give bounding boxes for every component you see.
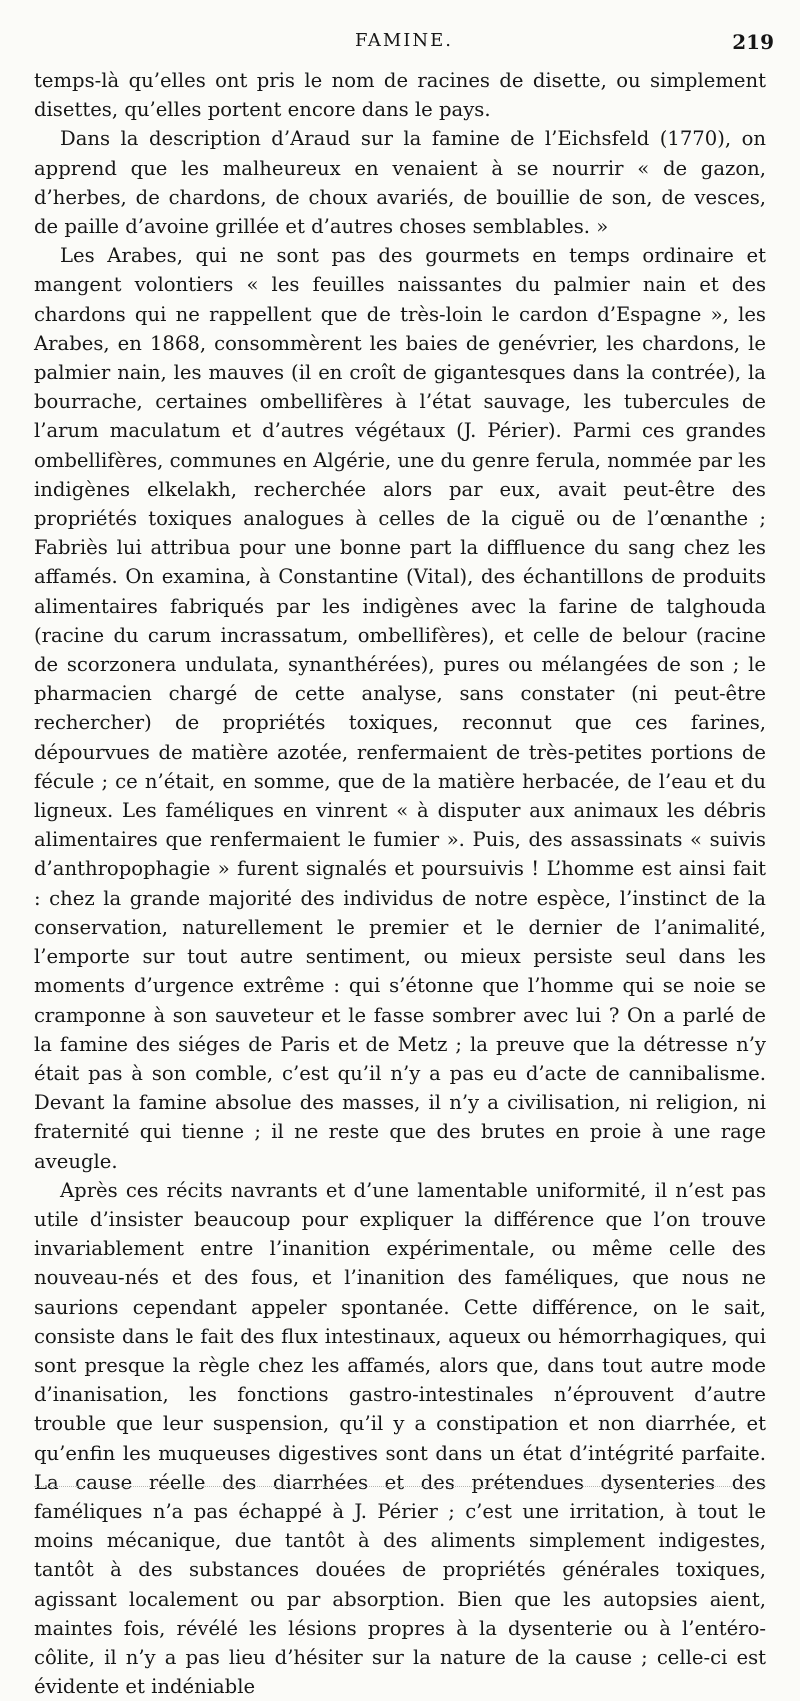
page-number: 219 bbox=[732, 30, 774, 54]
running-head bbox=[34, 30, 774, 58]
body-text bbox=[34, 66, 766, 1701]
paragraph: Dans la description d’Araud sur la famine de l’Eichsfeld (1770), on apprend que les malheureux en venaient à se nourrir « de gazon, d’herbes, de chardons, de choux avariés, de bouillie de son, de vesces, de paille d’avoine grillée et d’autres choses semblables. » bbox=[34, 127, 766, 239]
paragraph: Après ces récits navrants et d’une lamentable uniformité, il n’est pas utile d’insister beaucoup pour expliquer la différence que l’on trouve invariablement entre l’inanition expérimentale, ou même celle des nouveau-nés et des fous, et l’inanition des faméliques, que nous ne saurions cependant appeler spontanée. Cette différence, on le sait, consiste dans le fait des flux intestinaux, aqueux ou hémorrhagiques, qui sont presque la règle chez les affamés, alors que, dans tout autre mode d’inanisation, les fonctions gastro-intestinales n’éprouvent d’autre trouble que leur suspension, qu’il y a constipation et non diarrhée, et qu’enfin les muqueuses digestives sont dans un état d’intégrité parfaite. La cause réelle des diarrhées et des prétendues dysenteries des faméliques n’a pas échappé à J. Périer ; c’est une irritation, à tout le moins mécanique, due tantôt à des aliments simplement indigestes, tantôt à des substances douées de propriétés générales toxiques, agissant localement ou par absorption. Bien que les autopsies aient, maintes fois, révélé les lésions propres à la dysenterie ou à l’entéro-côlite, il n’y a pas lieu d’hésiter sur la nature de la cause ; celle-ci est évidente et indéniable bbox=[34, 1178, 766, 1699]
paragraph: temps-là qu’elles ont pris le nom de racines de disette, ou simplement disettes, qu’elles portent encore dans le pays. bbox=[34, 69, 766, 122]
page-title: FAMINE. bbox=[354, 30, 454, 51]
paragraph: Les Arabes, qui ne sont pas des gourmets en temps ordinaire et mangent volontiers « les feuilles naissantes du palmier nain et des chardons qui ne rappellent que de très-loin le cardon d’Espagne », les Arabes, en 1868, consommèrent les baies de genévrier, les chardons, le palmier nain, les mauves (il en croît de gigantesques dans la contrée), la bourrache, certaines ombellifères à l’état sauvage, les tubercules de l’arum maculatum et d’autres végétaux (J. Périer). Parmi ces grandes ombellifères, communes en Algérie, une du genre ferula, nommée par les indigènes elkelakh, recherchée alors par eux, avait peut-être des propriétés toxiques analogues à celles de la ciguë ou de l’œnanthe ; Fabriès lui attribua pour une bonne part la diffluence du sang chez les affamés. On examina, à Constantine (Vital), des échantillons de produits alimentaires fabriqués par les indigènes avec la farine de talghouda (racine du carum incrassatum, ombellifères), et celle de belour (racine de scorzonera undulata, synanthérées), pures ou mélangées de son ; le pharmacien chargé de cette analyse, sans constater (ni peut-être rechercher) de propriétés toxiques, reconnut que ces farines, dépourvues de matière azotée, renfermaient de très-petites portions de fécule ; ce n’était, en somme, que de la matière herbacée, de l’eau et du ligneux. Les faméliques en vinrent « à disputer aux animaux les débris alimentaires que renfermaient le fumier ». Puis, des assassinats « suivis d’anthropophagie » furent signalés et poursuivis ! L’homme est ainsi fait : chez la grande majorité des individus de notre espèce, l’instinct de la conservation, naturellement le premier et le dernier de l’animalité, l’emporte sur tout autre sentiment, ou mieux persiste seul dans les moments d’urgence extrême : qui s’étonne que l’homme qui se noie se cramponne à son sauveteur et le fasse sombrer avec lui ? On a parlé de la famine des siéges de Paris et de Metz ; la preuve que la détresse n’y était pas à son comble, c’est qu’il n’y a pas eu d’acte de cannibalisme. Devant la famine absolue des masses, il n’y a civilisation, ni religion, ni fraternité qui tienne ; il ne reste que des brutes en proie à une rage aveugle. bbox=[34, 244, 766, 1173]
footer-rule bbox=[34, 1486, 766, 1487]
